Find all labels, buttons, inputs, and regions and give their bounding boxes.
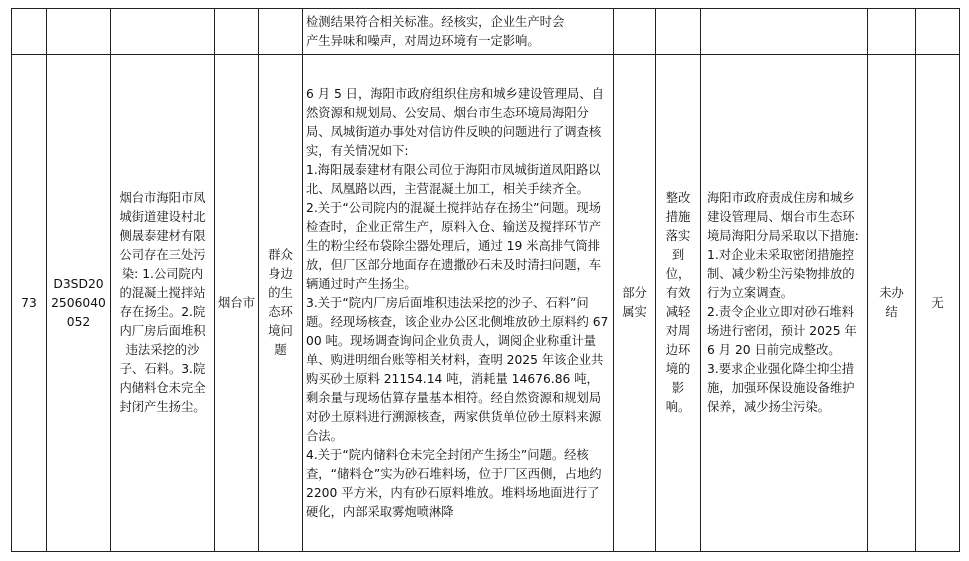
cell-complaint-prev — [111, 9, 215, 55]
investigation-para-5: 4.关于“院内储料仓未完全封闭产生扬尘”问题。经核查，“储料仓”实为砂石堆料场，位于厂区西侧，占地约 2200 平方米，内有砂石原料堆放。堆料场地面进行了硬化，内部采取雾炮喷淋降 — [306, 448, 602, 519]
cell-measures — [701, 55, 868, 552]
cell-complaint: 烟台市海阳市凤城街道建设村北侧晟泰建材有限公司存在三处污染: 1.公司院内的混凝土搅拌站存在扬尘。2.院内厂房后面堆积违法采挖的沙子、石料。3.院内储料仓未完全封闭产生扬尘。 — [111, 55, 215, 552]
cell-goal-prev — [656, 9, 701, 55]
cell-measures-prev — [701, 9, 868, 55]
cell-category: 群众身边的生态环境问题 — [259, 55, 303, 552]
cell-region: 烟台市 — [215, 55, 259, 552]
investigation-para-1: 6 月 5 日，海阳市政府组织住房和城乡建设管理局、自然资源和规划局、公安局、烟台市生态环境局海阳分局、凤城街道办事处对信访件反映的问题进行了调查核实，有关情况如下: — [306, 87, 604, 158]
cell-code: D3SD202506040052 — [47, 55, 111, 552]
cell-accountability: 无 — [916, 55, 960, 552]
cell-category-prev — [259, 9, 303, 55]
investigation-para-4: 3.关于“院内厂房后面堆积违法采挖的沙子、石料”问题。经现场核查，该企业办公区北侧堆放砂土原料约 6700 吨。现场调查询问企业负责人，调阅企业称重计量单、购进明细台账等相关材料，查明 2025 年该企业共购买砂土原料 21154.14 吨，消耗量 14676.86 吨，剩余量与现场估算存量基本相符。经自然资源和规划局对砂土原料进行溯源核查，两家供货单位砂土原料来源合法。 — [306, 296, 609, 443]
cell-status-prev — [868, 9, 916, 55]
cell-investigation-prev — [303, 9, 614, 55]
cell-goal: 整改措施落实到位，有效减轻对周边环境的影响。 — [656, 55, 701, 552]
complaint-table — [11, 8, 960, 552]
investigation-para-3: 2.关于“公司院内的混凝土搅拌站存在扬尘”问题。现场检查时，企业正常生产，原料入仓、输送及搅拌环节产生的粉尘经布袋除尘器处理后，通过 19 米高排气筒排放，但厂区部分地面存在遗撒砂石未及时清扫问题，车辆通过时产生扬尘。 — [306, 201, 602, 291]
cell-seq: 73 — [12, 55, 47, 552]
investigation-prev-line-1: 检测结果符合相关标准。经核实，企业生产时会 — [306, 14, 565, 29]
measures-intro: 海阳市政府责成住房和城乡建设管理局、烟台市生态环境局海阳分局采取以下措施: — [707, 191, 859, 243]
table-row-previous — [12, 9, 960, 55]
measures-item-3: 3.要求企业强化降尘抑尘措施，加强环保设施设备维护保养，减少扬尘污染。 — [707, 362, 855, 414]
cell-true-prev — [614, 9, 656, 55]
cell-code-prev — [47, 9, 111, 55]
cell-seq-prev — [12, 9, 47, 55]
cell-accountability-prev — [916, 9, 960, 55]
measures-item-2: 2.责令企业立即对砂石堆料场进行密闭，预计 2025 年 6 月 20 日前完成整改。 — [707, 305, 857, 357]
investigation-prev-line-2: 产生异味和噪声，对周边环境有一定影响。 — [306, 33, 540, 48]
cell-is-true: 部分属实 — [614, 55, 656, 552]
investigation-para-2: 1.海阳晟泰建材有限公司位于海阳市凤城街道凤阳路以北、凤凰路以西，主营混凝土加工，相关手续齐全。 — [306, 163, 601, 196]
measures-item-1: 1.对企业未采取密闭措施控制、减少粉尘污染物排放的行为立案调查。 — [707, 248, 855, 300]
investigation-text — [306, 85, 610, 522]
cell-investigation — [303, 55, 614, 552]
cell-status: 未办结 — [868, 55, 916, 552]
cell-region-prev — [215, 9, 259, 55]
table-row-73 — [12, 55, 960, 552]
